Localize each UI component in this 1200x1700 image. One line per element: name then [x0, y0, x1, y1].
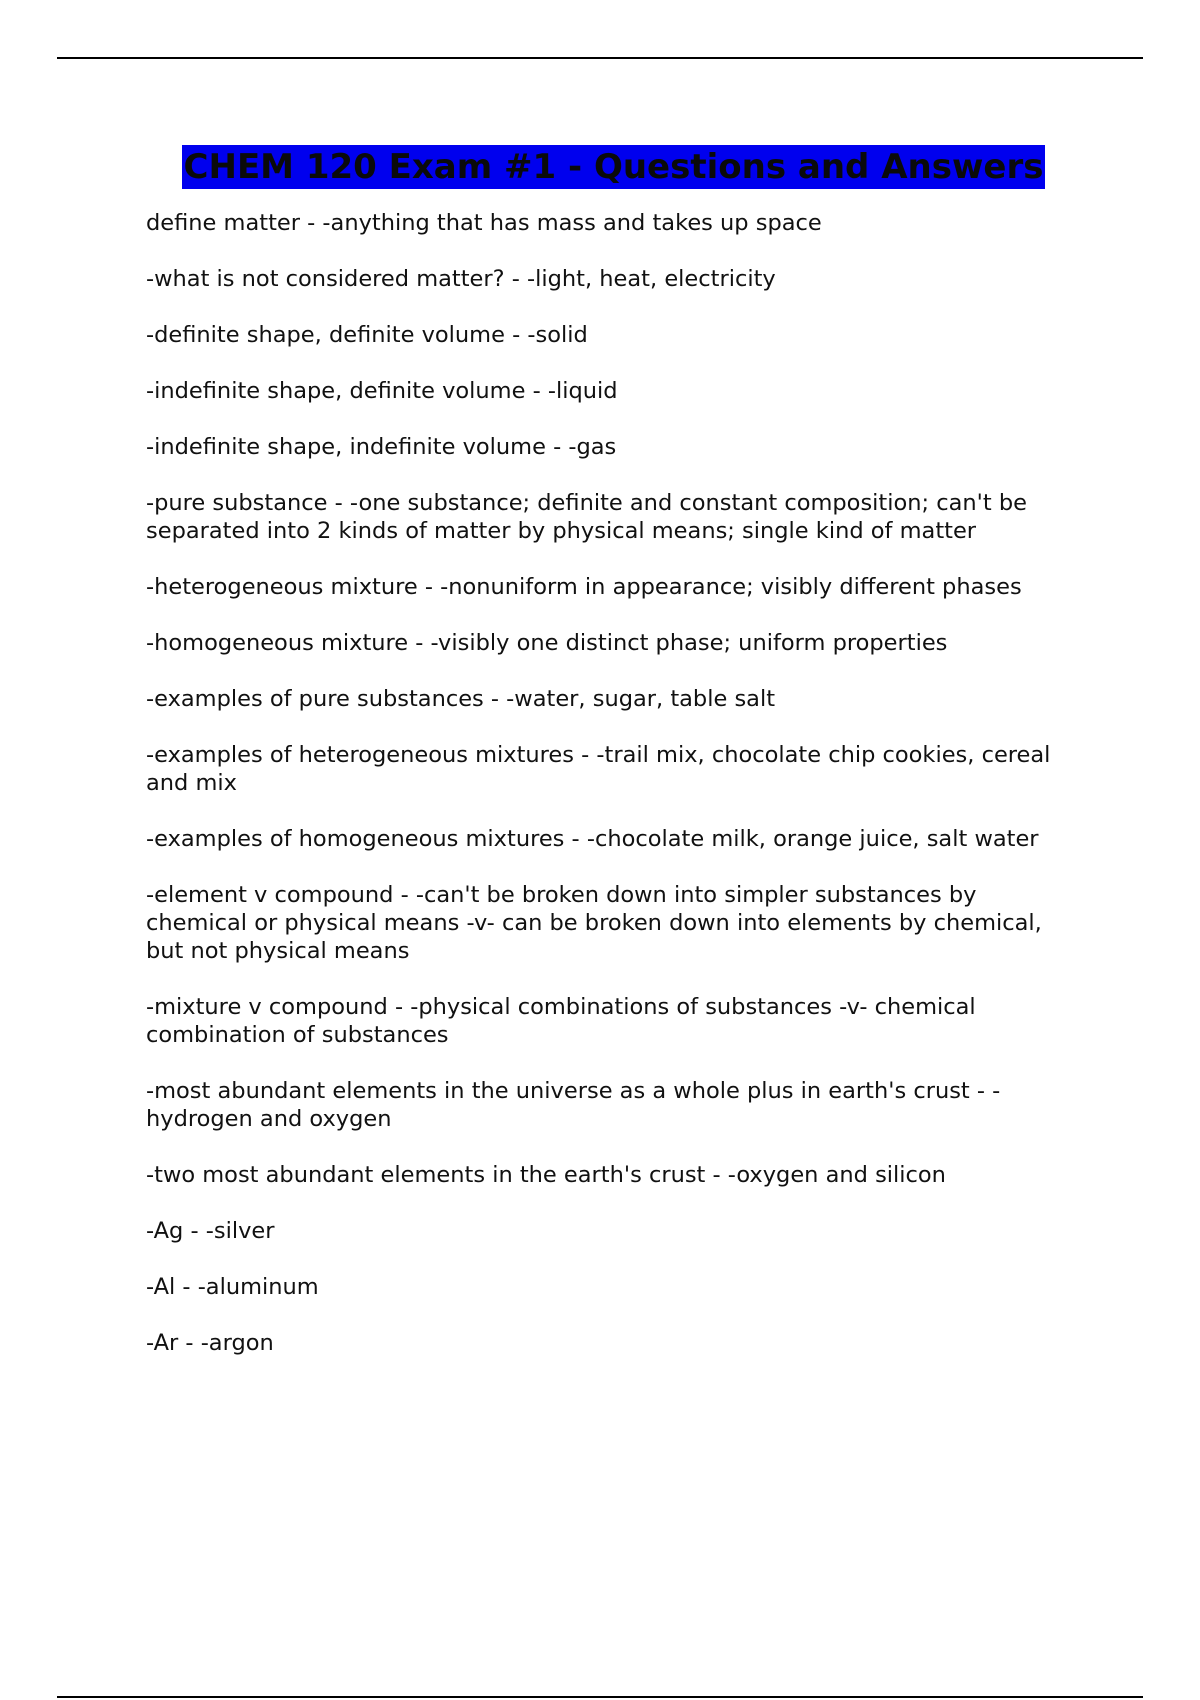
- document-body: [146, 145, 1081, 1385]
- qa-item: -indefinite shape, definite volume - -liquid: [146, 378, 618, 404]
- qa-list: [146, 209, 1081, 1357]
- qa-item: -most abundant elements in the universe as a whole plus in earth's crust - -hydrogen and oxygen: [146, 1078, 1001, 1132]
- qa-item: -Ar - -argon: [146, 1330, 274, 1356]
- qa-item: -element v compound - -can't be broken down into simpler substances by chemical or physical means -v- can be broken down into elements by chemical, but not physical means: [146, 882, 1042, 964]
- qa-item: -pure substance - -one substance; definite and constant composition; can't be separated into 2 kinds of matter by physical means; single kind of matter: [146, 490, 1027, 544]
- qa-item: -heterogeneous mixture - -nonuniform in appearance; visibly different phases: [146, 574, 1022, 600]
- qa-item: -two most abundant elements in the earth's crust - -oxygen and silicon: [146, 1162, 946, 1188]
- qa-item: define matter - -anything that has mass and takes up space: [146, 210, 822, 236]
- qa-item: -examples of heterogeneous mixtures - -trail mix, chocolate chip cookies, cereal and mix: [146, 742, 1051, 796]
- bottom-rule: [57, 1696, 1143, 1698]
- qa-item: -examples of pure substances - -water, sugar, table salt: [146, 686, 776, 712]
- qa-item: -definite shape, definite volume - -solid: [146, 322, 588, 348]
- qa-item: -mixture v compound - -physical combinations of substances -v- chemical combination of substances: [146, 994, 976, 1048]
- qa-item: -homogeneous mixture - -visibly one distinct phase; uniform properties: [146, 630, 948, 656]
- qa-item: -Ag - -silver: [146, 1218, 275, 1244]
- document-title: CHEM 120 Exam #1 - Questions and Answers: [183, 147, 1044, 187]
- top-rule: [57, 57, 1143, 59]
- qa-item: -examples of homogeneous mixtures - -chocolate milk, orange juice, salt water: [146, 826, 1039, 852]
- qa-item: -Al - -aluminum: [146, 1274, 319, 1300]
- qa-item: -what is not considered matter? - -light, heat, electricity: [146, 266, 776, 292]
- title-block: [146, 145, 1081, 189]
- qa-item: -indefinite shape, indefinite volume - -gas: [146, 434, 617, 460]
